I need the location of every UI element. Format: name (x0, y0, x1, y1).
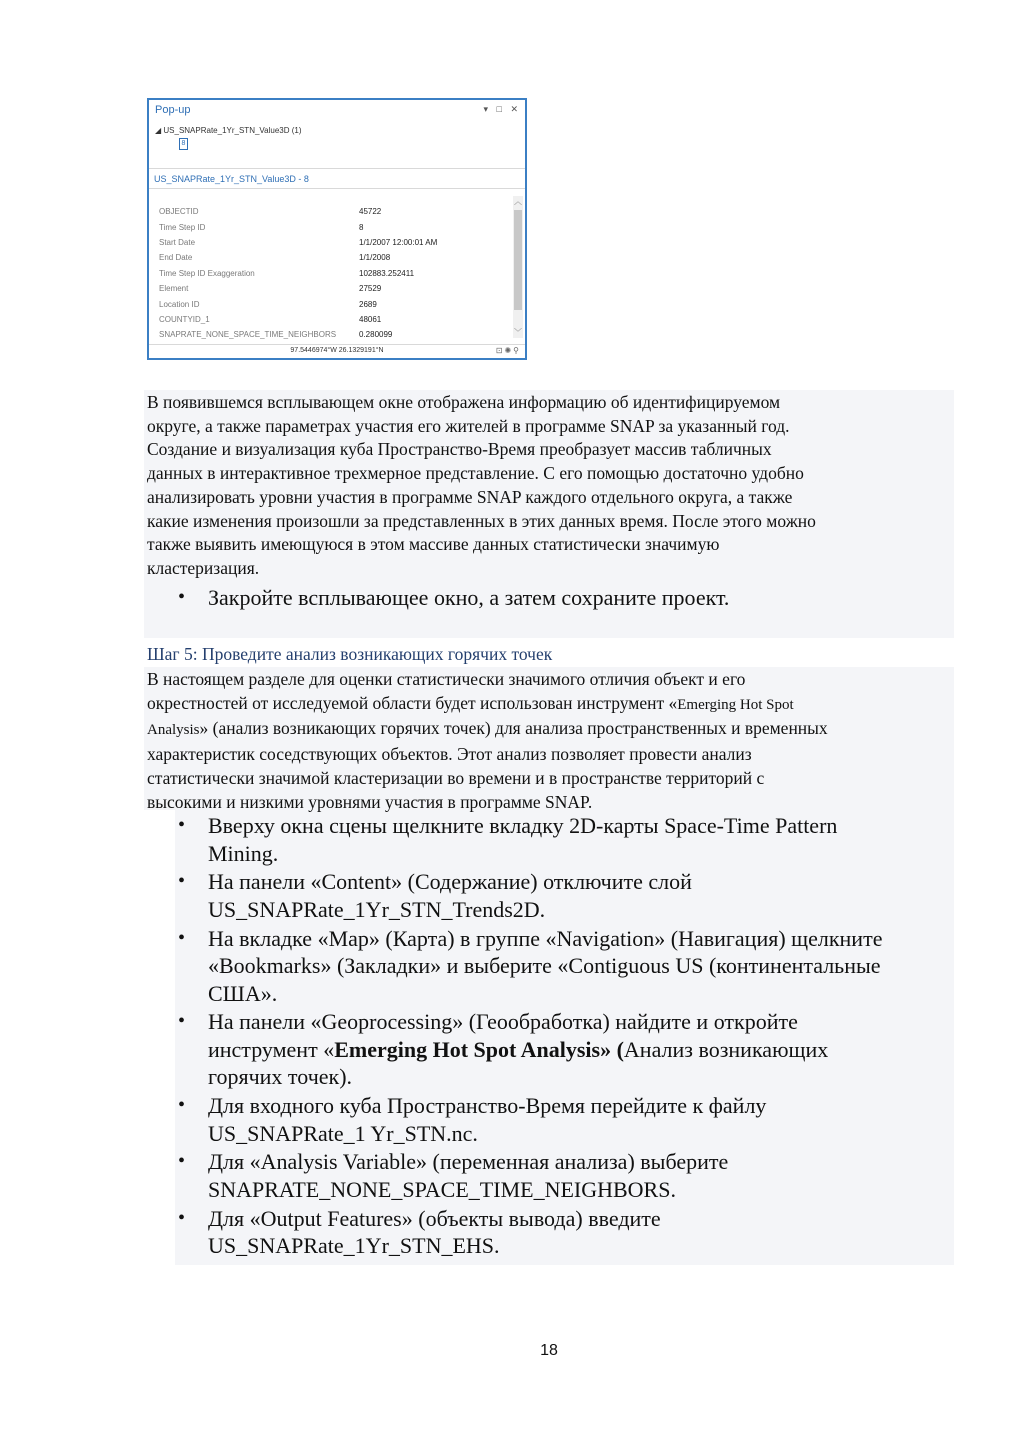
bullet-list-steps (175, 812, 953, 1261)
paragraph-intro: В появившемся всплывающем окне отображена информацию об идентифицируемом округе, а также параметрах участия его жителей в программе SNAP за указанный год. Создание и визуализация куба Пространство-Время преобразует массив табличных данных в интерактивное трехмерное представление. С его помощью достаточно удобно анализировать уровни участия в программе SNAP каждого отдельного округа, а также какие изменения произошли за представленных в этих данных время. После этого можно также выявить имеющуюся в этом массиве данных статистически значимую кластеризация. (147, 392, 816, 578)
chevron-down-icon[interactable]: ﹀ (514, 328, 522, 337)
chevron-up-icon[interactable]: ︿ (514, 197, 522, 206)
attribute-row: Location ID 2689 (159, 299, 377, 309)
bullet-list-close (175, 584, 953, 613)
popup-window-controls[interactable]: ▾ □ ✕ (483, 104, 521, 114)
attribute-row: COUNTYID_1 48061 (159, 314, 382, 324)
paragraph-section: В настоящем разделе для оценки статистически значимого отличия объект и его окрестностей от исследуемой области будет использован инструмент «Emerging Hot Spot Analysis» (анализ возникающих горячих точек) для анализа пространственных и временных характеристик соседствующих объектов. Этот анализ позволяет провести анализ статистически значимой кластеризации во времени и в пространстве территорий с высокими и низкими уровнями участия в программе SNAP. (147, 669, 828, 812)
attribute-row: End Date 1/1/2008 (159, 253, 391, 263)
attribute-row: Start Date 1/1/2007 12:00:01 AM (159, 237, 438, 247)
navigate-icon[interactable]: ⊡ (495, 346, 505, 355)
list-item: • Вверху окна сцены щелкните вкладку 2D-карты Space-Time Pattern Mining. (178, 813, 838, 866)
popup-layer-tree-item[interactable]: ◢ US_SNAPRate_1Yr_STN_Value3D (1) (155, 126, 302, 135)
list-item: • На панели «Geoprocessing» (Геообработка) найдите и откройте инструмент «Emerging Hot Spot Analysis» (Анализ возникающих горячих точек). (178, 1009, 829, 1090)
list-item: • Для «Analysis Variable» (переменная анализа) выберите SNAPRATE_NONE_SPACE_TIME_NEIGHBORS. (178, 1149, 729, 1202)
popup-feature-node[interactable]: 8 (179, 138, 188, 150)
attribute-row: OBJECTID 45722 (159, 207, 382, 217)
list-item: • Закройте всплывающее окно, а затем сохраните проект. (178, 585, 730, 610)
attribute-table (159, 204, 519, 343)
list-item: • Для входного куба Пространство-Время перейдите к файлу US_SNAPRate_1 Yr_STN.nc. (178, 1093, 767, 1146)
popup-footer-icons[interactable] (496, 346, 521, 355)
zoom-icon[interactable]: ⚲ (513, 346, 521, 355)
divider (149, 344, 525, 345)
divider (149, 168, 525, 169)
list-item: • На панели «Content» (Содержание) отключите слой US_SNAPRate_1Yr_STN_Trends2D. (178, 869, 692, 922)
divider (149, 188, 525, 189)
popup-feature-title: US_SNAPRate_1Yr_STN_Value3D - 8 (154, 174, 309, 184)
attribute-row: SNAPRATE_NONE_SPACE_TIME_NEIGHBORS 0.280099 (159, 330, 393, 340)
popup-window (147, 98, 527, 360)
attribute-row: Element 27529 (159, 284, 382, 294)
flash-icon[interactable]: ✺ (504, 346, 514, 355)
popup-title: Pop-up (155, 104, 191, 116)
list-item: • На вкладке «Map» (Карта) в группе «Navigation» (Навигация) щелкните «Bookmarks» (Закладки» и выберите «Contiguous US (континентальные США». (178, 925, 883, 1006)
scrollbar-thumb[interactable] (514, 210, 522, 310)
attribute-row: Time Step ID Exaggeration 102883.252411 (159, 268, 415, 278)
popup-coordinates: 97.5446974°W 26.1329191°N (290, 347, 384, 354)
popup-scrollbar[interactable] (513, 196, 523, 338)
page-number: 18 (540, 1342, 558, 1359)
attribute-row: Time Step ID 8 (159, 222, 364, 232)
list-item: • Для «Output Features» (объекты вывода) введите US_SNAPRate_1Yr_STN_EHS. (178, 1205, 661, 1259)
section-heading: Шаг 5: Проведите анализ возникающих горячих точек (147, 644, 553, 664)
